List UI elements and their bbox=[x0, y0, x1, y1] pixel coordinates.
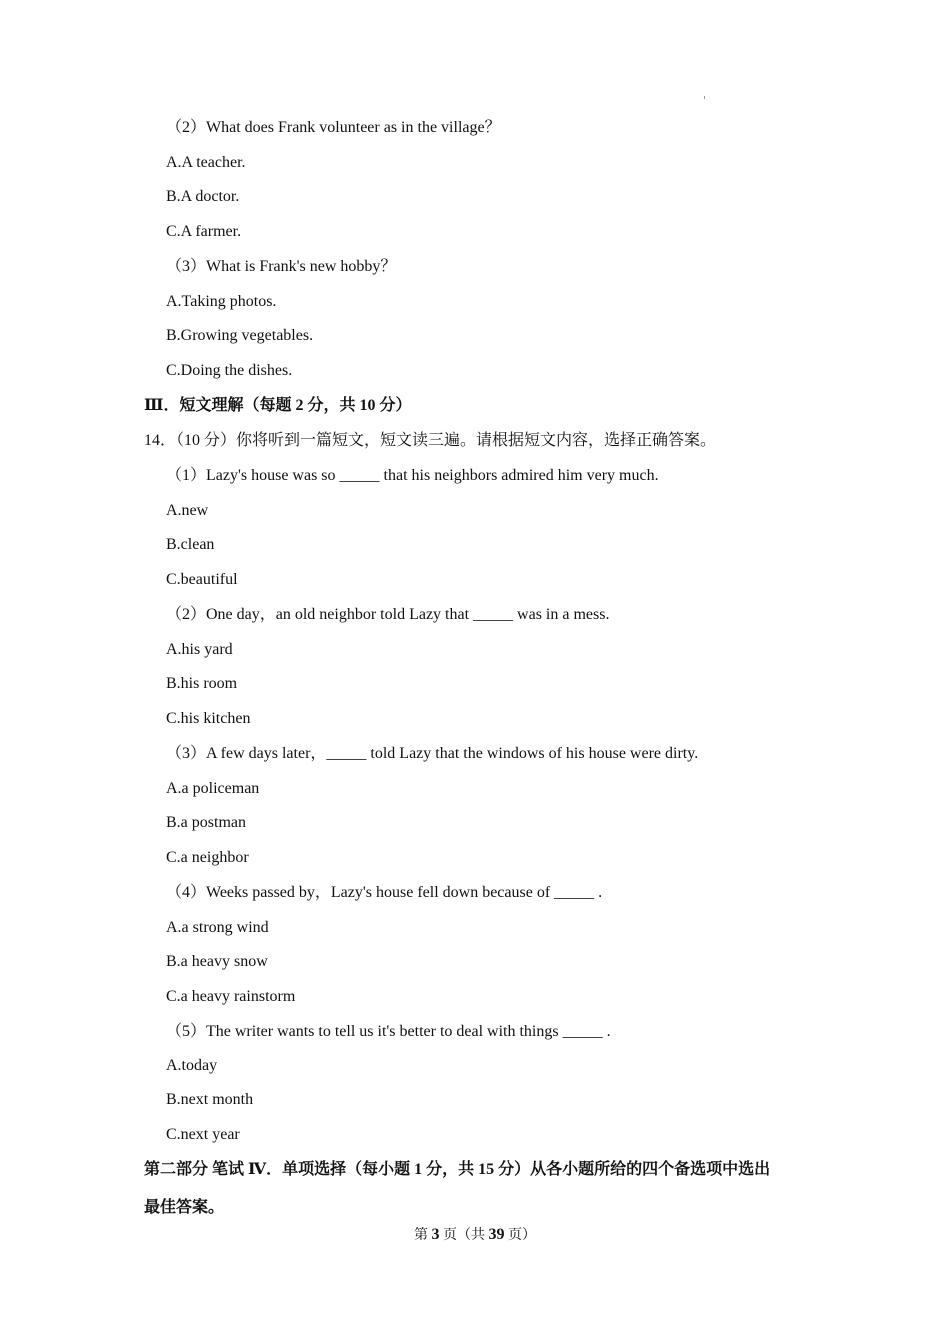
question-stem: （3）What is Frank's new hobby？ bbox=[166, 258, 397, 275]
option: A.his yard bbox=[166, 641, 233, 658]
footer-middle: 页（共 bbox=[439, 1228, 489, 1243]
question-stem: （1）Lazy's house was so _____ that his neighbors admired him very much. bbox=[166, 467, 659, 484]
page-number: 3 bbox=[431, 1226, 440, 1243]
question-stem: （2）What does Frank volunteer as in the village？ bbox=[166, 119, 501, 136]
scan-mark bbox=[704, 96, 705, 99]
option: C.a heavy rainstorm bbox=[166, 988, 296, 1005]
footer-prefix: 第 bbox=[414, 1228, 432, 1243]
option: B.A doctor. bbox=[166, 188, 240, 205]
question-stem: （4）Weeks passed by，Lazy's house fell down because of _____ . bbox=[166, 884, 603, 901]
option: A.new bbox=[166, 502, 209, 519]
option: B.next month bbox=[166, 1091, 254, 1108]
option: B.a heavy snow bbox=[166, 953, 268, 970]
option: B.Growing vegetables. bbox=[166, 327, 314, 344]
option: A.Taking photos. bbox=[166, 293, 277, 310]
option: B.a postman bbox=[166, 814, 246, 831]
question-stem: （3）A few days later，_____ told Lazy that the windows of his house were dirty. bbox=[166, 745, 699, 762]
page-total: 39 bbox=[488, 1226, 505, 1243]
option: A.A teacher. bbox=[166, 154, 246, 171]
part-heading-cont: 最佳答案。 bbox=[144, 1199, 225, 1216]
option: A.a strong wind bbox=[166, 919, 269, 936]
question-stem: （5）The writer wants to tell us it's better to deal with things _____ . bbox=[166, 1023, 611, 1040]
item-instruction: 14．（10 分）你将听到一篇短文，短文读三遍。请根据短文内容，选择正确答案。 bbox=[144, 432, 717, 449]
option: C.next year bbox=[166, 1126, 240, 1143]
option: B.his room bbox=[166, 675, 238, 692]
option: C.Doing the dishes. bbox=[166, 362, 293, 379]
section-heading: Ⅲ．短文理解（每题 2 分，共 10 分） bbox=[144, 397, 412, 414]
option: A.a policeman bbox=[166, 780, 260, 797]
question-stem: （2）One day，an old neighbor told Lazy that _____ was in a mess. bbox=[166, 606, 610, 623]
page-footer bbox=[0, 1225, 950, 1246]
option: C.a neighbor bbox=[166, 849, 249, 866]
part-heading: 第二部分 笔试 Ⅳ．单项选择（每小题 1 分，共 15 分）从各小题所给的四个备选项中选出 bbox=[144, 1161, 771, 1178]
footer-suffix: 页） bbox=[504, 1228, 536, 1243]
option: C.beautiful bbox=[166, 571, 238, 588]
option: C.his kitchen bbox=[166, 710, 251, 727]
option: A.today bbox=[166, 1057, 218, 1074]
option: B.clean bbox=[166, 536, 215, 553]
option: C.A farmer. bbox=[166, 223, 242, 240]
